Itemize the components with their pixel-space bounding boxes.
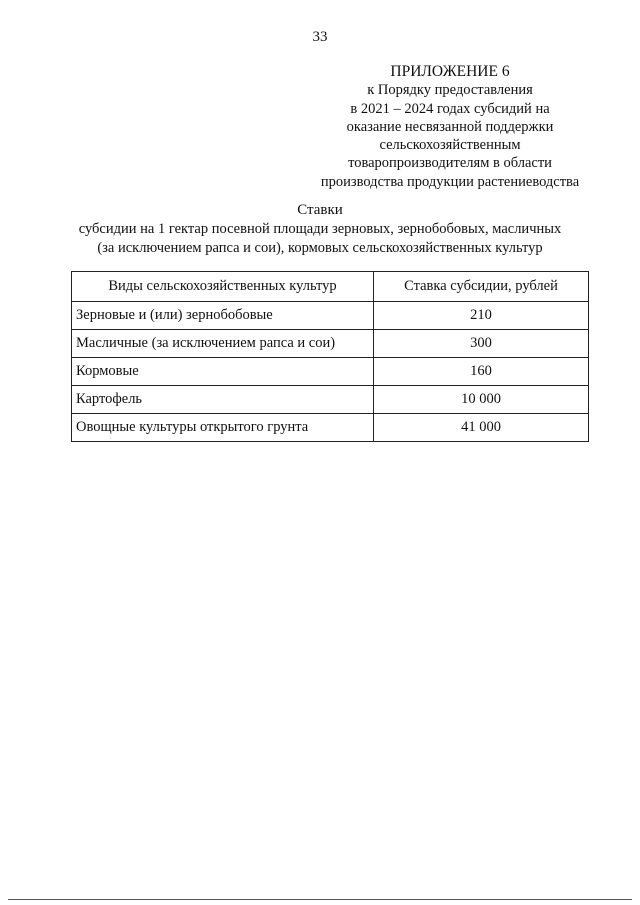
rates-title: Ставки xyxy=(297,202,343,218)
table-header-row xyxy=(72,272,589,302)
table-row xyxy=(72,330,589,358)
page-bottom-rule xyxy=(8,899,632,900)
appendix-heading: ПРИЛОЖЕНИЕ 6 xyxy=(390,63,510,80)
page-number: 33 xyxy=(312,29,328,45)
table-row xyxy=(72,358,589,386)
crop-cell: Масличные (за исключением рапса и сои) xyxy=(72,330,374,358)
appendix-line: оказание несвязанной поддержки xyxy=(346,118,554,135)
appendix-line: в 2021 – 2024 годах субсидий на xyxy=(350,100,550,117)
rate-cell: 41 000 xyxy=(374,414,589,442)
rate-cell: 160 xyxy=(374,358,589,386)
table-row xyxy=(72,386,589,414)
table-row xyxy=(72,414,589,442)
appendix-line: производства продукции растениеводства xyxy=(320,173,580,190)
column-header-rate: Ставка субсидии, рублей xyxy=(374,272,589,302)
rates-table xyxy=(71,271,589,442)
appendix-line: сельскохозяйственным xyxy=(379,137,521,154)
appendix-block xyxy=(300,63,600,191)
rate-cell: 210 xyxy=(374,302,589,330)
crop-cell: Зерновые и (или) зернобобовые xyxy=(72,302,374,330)
table-row xyxy=(72,302,589,330)
crop-cell: Овощные культуры открытого грунта xyxy=(72,414,374,442)
rate-cell: 300 xyxy=(374,330,589,358)
crop-cell: Кормовые xyxy=(72,358,374,386)
rates-subtitle-line: субсидии на 1 гектар посевной площади зерновых, зернобобовых, масличных xyxy=(78,221,562,237)
appendix-line: товаропроизводителям в области xyxy=(348,155,552,172)
rate-cell: 10 000 xyxy=(374,386,589,414)
column-header-crop: Виды сельскохозяйственных культур xyxy=(72,272,374,302)
crop-cell: Картофель xyxy=(72,386,374,414)
appendix-line: к Порядку предоставления xyxy=(367,82,533,99)
rates-subtitle-line: (за исключением рапса и сои), кормовых сельскохозяйственных культур xyxy=(97,240,543,256)
rates-title-block xyxy=(0,201,640,258)
